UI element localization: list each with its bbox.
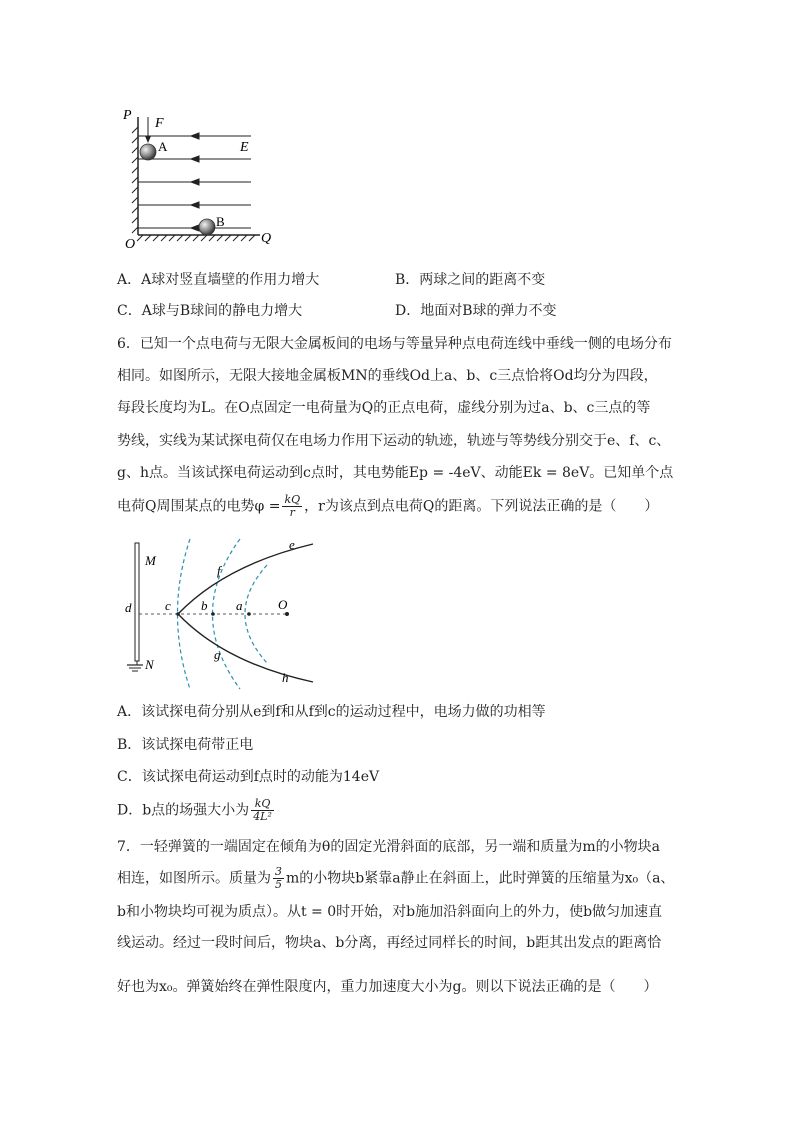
q6-option-a: A．该试探电荷分别从e到f和从f到c的运动过程中，电场力做的功相等 (117, 704, 546, 720)
ball-a (140, 144, 156, 160)
q6-line-4: 势线，实线为某试探电荷仅在电场力作用下运动的轨迹，轨迹与等势线分别交于e、f、c、 (117, 433, 671, 449)
q6-line-2: 相同。如图所示，无限大接地金属板MN的垂线Od上a、b、c三点恰将Od均分为四段， (117, 368, 658, 384)
label-P: P (123, 108, 132, 123)
q5-option-c: C．A球与B球间的静电力增大 (117, 303, 303, 319)
label-f: f (217, 563, 221, 578)
label-F: F (155, 116, 164, 131)
label-h: h (282, 670, 289, 685)
ball-b (199, 219, 215, 235)
point-O (285, 612, 289, 616)
label-Q: Q (261, 231, 272, 246)
label-M: M (145, 553, 156, 568)
label-a: a (236, 598, 243, 613)
q6-line-6-start: 电荷Q周围某点的电势φ = (117, 498, 281, 515)
label-e: e (289, 537, 295, 552)
point-c (176, 612, 180, 616)
q6-option-d: D．b点的场强大小为 $\frac{kQ}{\text{4L²}}$ (117, 797, 272, 823)
q7-line-4: 线运动。经过一段时间后，物块a、b分离，再经过同样长的时间，b距其出发点的距离恰 (117, 935, 662, 951)
q6-option-b: B．该试探电荷带正电 (117, 737, 254, 753)
q6-line-6 (117, 494, 658, 519)
q6-line-5: g、h点。当该试探电荷运动到c点时，其电势能Ep = -4eV、动能Ek = 8eV。已知单个点 (117, 465, 674, 481)
metal-plate (135, 543, 139, 661)
label-B: B (216, 214, 225, 229)
q7-line-3: b和小物块均可视为质点）。从t = 0时开始，对b施加沿斜面向上的外力，使b做匀加速直 (117, 904, 663, 920)
q5-option-d: D．地面对B球的弹力不变 (395, 303, 557, 319)
label-d: d (125, 600, 132, 615)
q7-line-1: 7．一轻弹簧的一端固定在倾角为θ的固定光滑斜面的底部，另一端和质量为m的小物块a (117, 839, 660, 855)
mass-fraction: $\frac{3}{5}$ (275, 865, 282, 891)
q6-line-6-end: ，r为该点到点电荷Q的距离。下列说法正确的是（ ） (304, 498, 659, 515)
label-b: b (201, 598, 208, 613)
figure-q6 (115, 535, 325, 690)
q7-line-2: 相连，如图所示。质量为 $\frac{3}{5}$ m的小物块b紧靠a静止在斜面上，此时弹簧的压缩量为x₀（a、 (117, 865, 675, 891)
trajectory (178, 544, 313, 682)
point-b (211, 612, 215, 616)
point-a (247, 612, 251, 616)
q5-option-b: B．两球之间的距离不变 (395, 272, 546, 288)
label-N: N (145, 657, 154, 672)
label-A: A (158, 139, 168, 154)
q6-option-c: C．该试探电荷运动到f点时的动能为14eV (117, 769, 380, 785)
field-strength-fraction: $\frac{kQ}{\text{4L²}}$ (253, 797, 272, 823)
label-O6: O (278, 597, 288, 612)
q5-option-a: A．A球对竖直墙壁的作用力增大 (117, 272, 320, 288)
q6-line-3: 每段长度均为L。在O点固定一电荷量为Q的正点电荷，虚线分别为过a、b、c三点的等 (117, 400, 651, 416)
q6-line-1: 6．已知一个点电荷与无限大金属板间的电场与等量异种点电荷连线中垂线一侧的电场分布 (117, 336, 672, 352)
label-O: O (125, 237, 136, 250)
q7-line-5: 好也为x₀。弹簧始终在弹性限度内，重力加速度大小为g。则以下说法正确的是（ ） (117, 979, 658, 995)
label-c: c (165, 598, 171, 613)
potential-fraction: $\frac{kQ}{r}$ (284, 493, 301, 519)
figure-q5 (115, 105, 290, 250)
force-arrow (145, 136, 151, 143)
label-E: E (240, 140, 249, 155)
label-g: g (214, 647, 221, 662)
